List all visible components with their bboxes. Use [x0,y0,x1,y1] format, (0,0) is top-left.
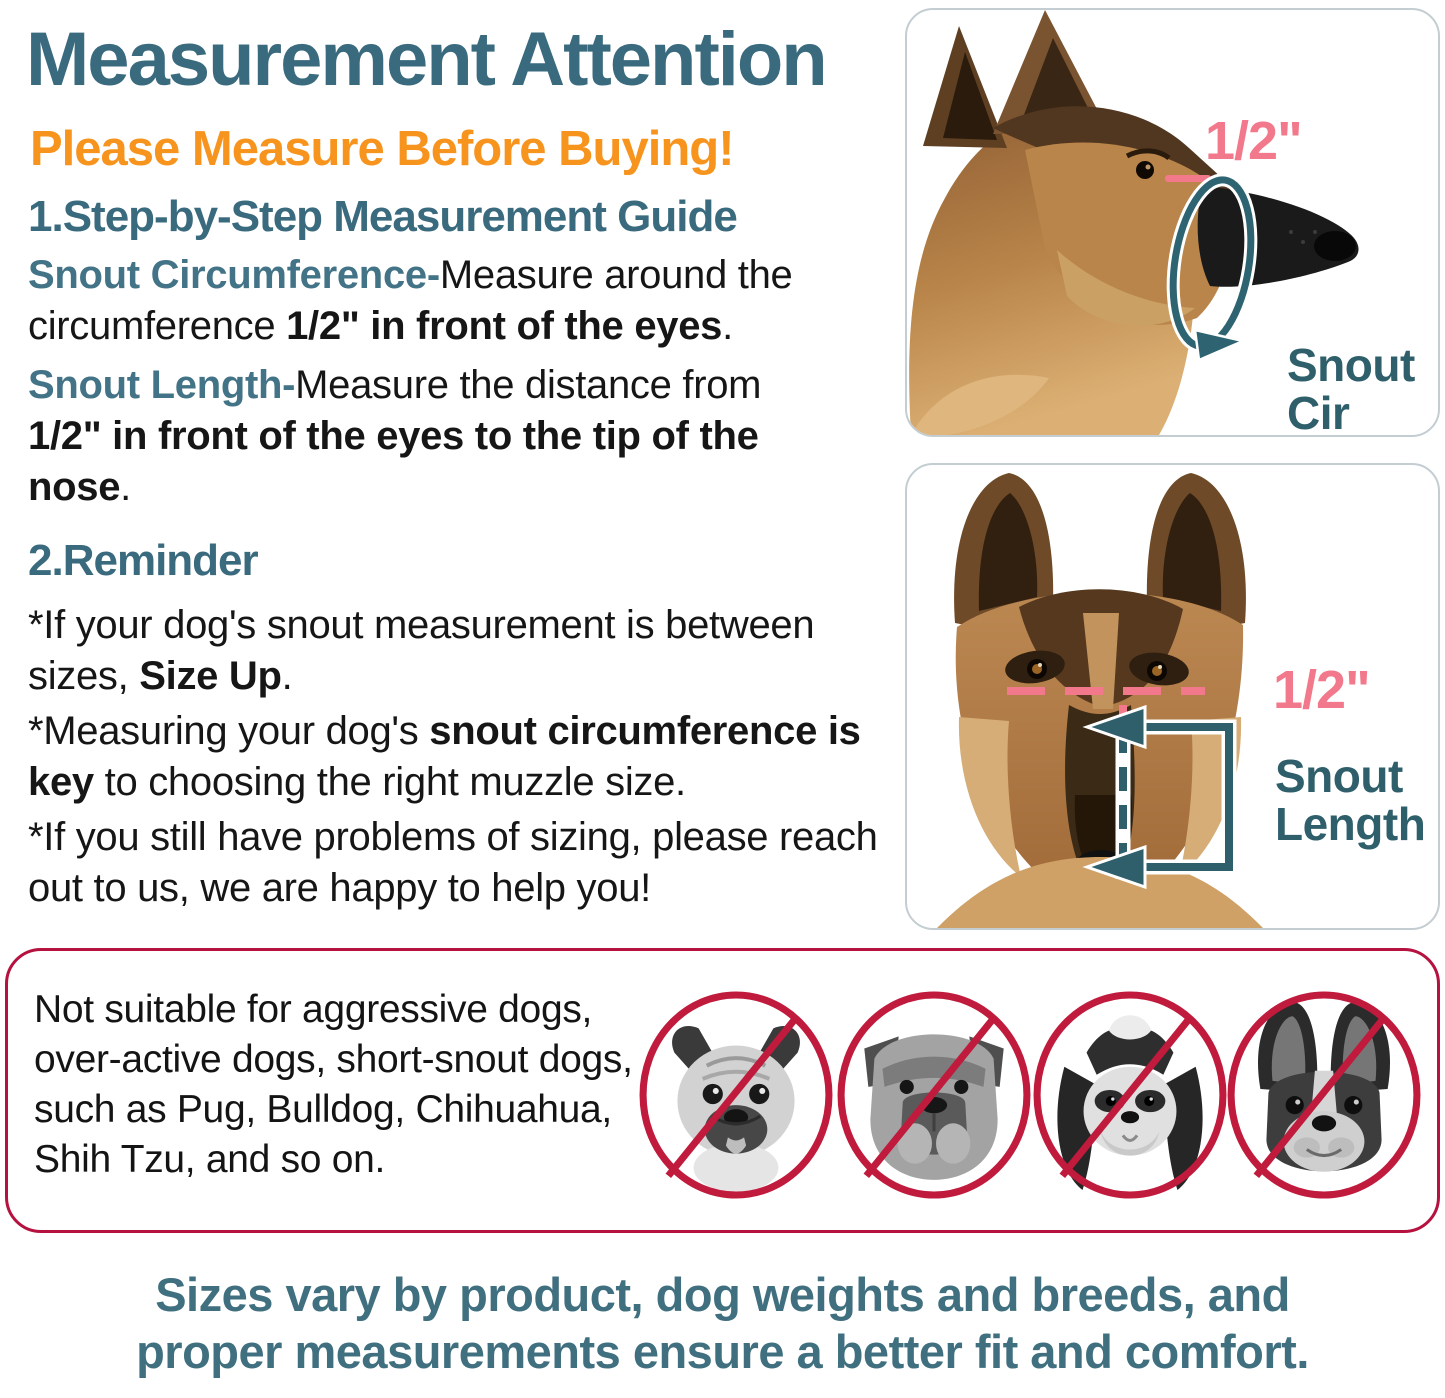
shih-tzu-face [1057,1015,1202,1190]
caption-line: Length [1275,797,1426,850]
reminder-text: *Measuring your dog's [28,709,430,753]
no-shih-tzu-icon [1030,987,1230,1203]
no-french-bulldog-icon [1224,987,1424,1203]
snout-length-bracket [1087,707,1229,887]
snout-length-instruction [28,360,773,514]
instruction-text: . [120,465,131,510]
pug-face [672,1026,800,1192]
reminder-text: *If your dog's snout measurement is between sizes, [28,603,815,699]
snout-circumference-arrow [1162,174,1261,352]
snout-circumference-photo-card [905,8,1440,437]
instruction-text: . [722,304,733,349]
instruction-text: Measure the distance from [295,363,762,407]
no-bulldog-icon [834,987,1034,1203]
reminder-item-2 [28,706,898,808]
reminder-text: to choosing the right muzzle size. [93,760,686,805]
snout-length-term: Snout Length- [28,363,296,407]
half-inch-label: 1/2" [1205,111,1302,171]
reminder-bold-text: snout circumference is key [28,709,861,805]
footer-note [0,1266,1445,1381]
reminder-bold-text: Size Up [139,654,282,699]
caption-line: Cir [1287,386,1350,437]
reminder-heading: 2.Reminder [28,536,258,585]
snout-length-caption [1275,750,1426,850]
snout-cir-caption [1287,339,1415,437]
instruction-text: Measure around the circumference [28,253,793,349]
page-title: Measurement Attention [26,17,826,102]
reminder-item-1 [28,600,898,702]
snout-length-photo-card [905,463,1440,930]
not-suitable-warning-box [5,948,1440,1233]
reminder-item-3 [28,812,898,914]
page-subtitle: Please Measure Before Buying! [30,122,734,176]
snout-circumference-instruction [28,250,908,352]
warning-text: Not suitable for aggressive dogs, over-active dogs, short-snout dogs, such as Pug, Bulldog, Chihuahua, Shih Tzu, and so on. [34,988,633,1181]
caption-line: Snout [1287,339,1415,391]
guide-heading: 1.Step-by-Step Measurement Guide [28,192,737,241]
half-inch-label: 1/2" [1273,660,1370,720]
caption-line: Snout [1275,750,1403,802]
snout-circumference-term: Snout Circumference- [28,253,440,297]
instruction-bold-text: 1/2" in front of the eyes to the tip of the nose [28,414,759,510]
footer-text: Sizes vary by product, dog weights and breeds, and proper measurements ensure a better fit and comfort. [136,1268,1309,1379]
instruction-bold-text: 1/2" in front of the eyes [286,304,723,349]
arrowhead-icon [1195,330,1243,360]
reminder-text: . [281,654,293,699]
reminder-text: *If you still have problems of sizing, please reach out to us, we are happy to help you! [28,815,878,911]
no-pug-icon [636,987,836,1203]
